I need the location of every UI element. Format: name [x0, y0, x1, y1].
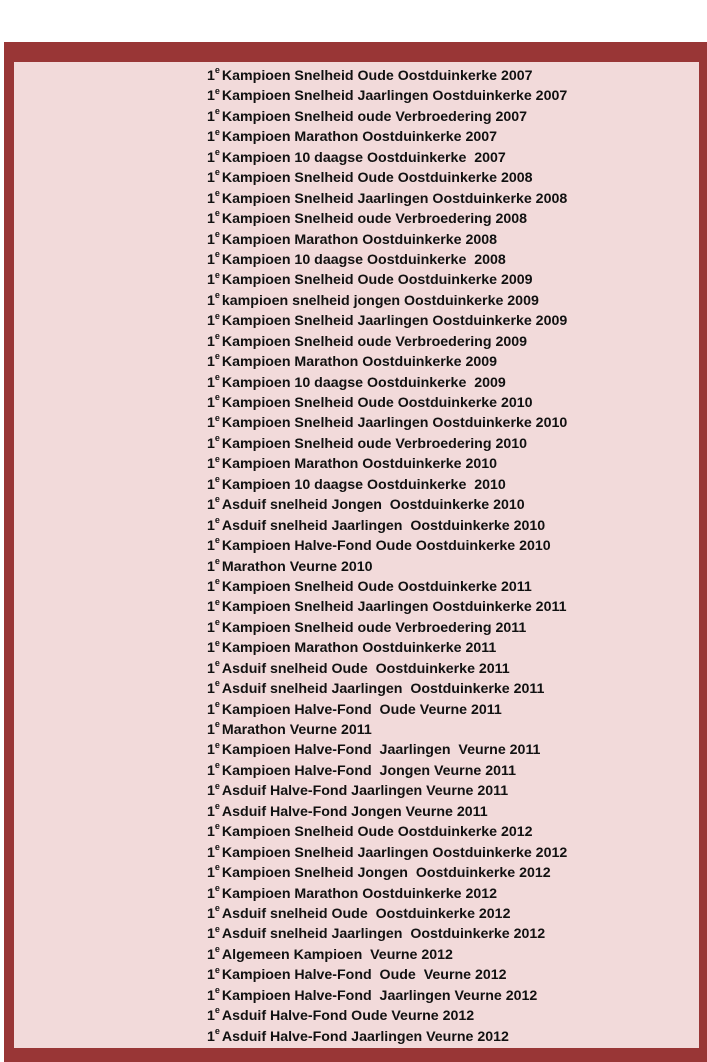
- achievement-label: Asduif snelheid Oude Oostduinkerke 2011: [221, 660, 510, 677]
- ordinal-number: 1: [207, 926, 215, 943]
- achievement-label: Kampioen Halve-Fond Jaarlingen Veurne 2011: [221, 742, 541, 759]
- achievement-label: Kampioen Snelheid Jaarlingen Oostduinkerke 2007: [221, 88, 568, 105]
- achievement-label: Kampioen Halve-Fond Oude Oostduinkerke 2010: [221, 538, 551, 555]
- ordinal-suffix: e: [214, 964, 220, 975]
- achievement-label: Asduif snelheid Oude Oostduinkerke 2012: [221, 905, 511, 922]
- ordinal-number: 1: [207, 885, 215, 902]
- achievement-label: Asduif snelheid Jaarlingen Oostduinkerke 2012: [221, 926, 546, 943]
- achievement-item: [207, 720, 567, 740]
- achievement-item: [207, 659, 567, 679]
- ordinal-suffix: e: [214, 535, 220, 546]
- achievement-item: [207, 863, 567, 883]
- ordinal-suffix: e: [214, 739, 220, 750]
- achievement-item: [207, 761, 567, 781]
- achievement-item: [207, 270, 567, 290]
- ordinal-number: 1: [207, 88, 215, 105]
- ordinal-suffix: e: [214, 65, 220, 76]
- ordinal-number: 1: [207, 578, 215, 595]
- ordinal-suffix: e: [214, 392, 220, 403]
- ordinal-number: 1: [207, 681, 215, 698]
- achievement-label: Kampioen Snelheid Oude Oostduinkerke 2012: [221, 824, 533, 841]
- ordinal-number: 1: [207, 967, 215, 984]
- achievement-label: Asduif snelheid Jaarlingen Oostduinkerke 2010: [221, 517, 546, 534]
- ordinal-suffix: e: [214, 433, 220, 444]
- achievement-label: Kampioen 10 daagse Oostduinkerke 2010: [221, 476, 506, 493]
- achievement-item: [207, 434, 567, 454]
- achievement-item: [207, 332, 567, 352]
- achievement-item: [207, 802, 567, 822]
- achievement-label: Kampioen Marathon Oostduinkerke 2007: [221, 129, 498, 146]
- achievement-item: [207, 536, 567, 556]
- ordinal-number: 1: [207, 68, 215, 84]
- achievement-item: [207, 618, 567, 638]
- achievement-item: [207, 822, 567, 842]
- ordinal-suffix: e: [214, 698, 220, 709]
- achievement-item: [207, 148, 567, 168]
- ordinal-suffix: e: [214, 944, 220, 955]
- ordinal-suffix: e: [214, 1005, 220, 1016]
- achievement-item: [207, 189, 567, 209]
- achievement-item: [207, 1006, 567, 1026]
- achievement-label: Kampioen Snelheid oude Verbroedering 2010: [221, 435, 528, 452]
- achievement-label: Kampioen 10 daagse Oostduinkerke 2009: [221, 374, 506, 391]
- ordinal-number: 1: [207, 844, 215, 861]
- achievement-item: [207, 904, 567, 924]
- ordinal-number: 1: [207, 987, 215, 1004]
- ordinal-suffix: e: [214, 637, 220, 648]
- ordinal-suffix: e: [214, 494, 220, 505]
- page-frame: [4, 42, 707, 1062]
- achievement-item: [207, 781, 567, 801]
- achievement-item: [207, 679, 567, 699]
- ordinal-suffix: e: [214, 249, 220, 260]
- ordinal-suffix: e: [214, 208, 220, 219]
- ordinal-suffix: e: [214, 514, 220, 525]
- achievement-item: [207, 597, 567, 617]
- ordinal-suffix: e: [214, 187, 220, 198]
- ordinal-number: 1: [207, 660, 215, 677]
- achievement-item: [207, 311, 567, 331]
- ordinal-suffix: e: [214, 882, 220, 893]
- achievement-item: [207, 413, 567, 433]
- achievement-item: [207, 291, 567, 311]
- achievement-item: [207, 740, 567, 760]
- ordinal-number: 1: [207, 497, 215, 514]
- ordinal-number: 1: [207, 333, 215, 350]
- ordinal-number: 1: [207, 231, 215, 248]
- achievement-label: Kampioen Snelheid Oude Oostduinkerke 2007: [221, 68, 533, 84]
- achievement-item: [207, 127, 567, 147]
- ordinal-suffix: e: [214, 351, 220, 362]
- ordinal-number: 1: [207, 374, 215, 391]
- ordinal-number: 1: [207, 742, 215, 759]
- achievement-label: Kampioen Snelheid Jongen Oostduinkerke 2012: [221, 865, 551, 882]
- ordinal-suffix: e: [214, 269, 220, 280]
- achievement-label: Kampioen 10 daagse Oostduinkerke 2008: [221, 251, 506, 268]
- achievement-label: Kampioen Snelheid oude Verbroedering 2008: [221, 211, 528, 228]
- ordinal-suffix: e: [214, 576, 220, 587]
- achievement-label: Kampioen Marathon Oostduinkerke 2011: [221, 640, 497, 657]
- achievement-item: [207, 516, 567, 536]
- ordinal-number: 1: [207, 517, 215, 534]
- ordinal-suffix: e: [214, 126, 220, 137]
- ordinal-suffix: e: [214, 903, 220, 914]
- achievement-label: Kampioen Snelheid Oude Oostduinkerke 2009: [221, 272, 533, 289]
- achievement-item: [207, 557, 567, 577]
- achievement-label: Kampioen 10 daagse Oostduinkerke 2007: [221, 149, 506, 166]
- ordinal-number: 1: [207, 108, 215, 125]
- ordinal-suffix: e: [214, 474, 220, 485]
- achievement-item: [207, 66, 567, 86]
- achievement-label: Kampioen Snelheid Oude Oostduinkerke 2010: [221, 395, 533, 411]
- ordinal-suffix: e: [214, 984, 220, 995]
- ordinal-number: 1: [207, 803, 215, 820]
- ordinal-suffix: e: [214, 453, 220, 464]
- ordinal-number: 1: [207, 415, 215, 432]
- achievement-item: [207, 352, 567, 372]
- achievement-label: Asduif Halve-Fond Oude Veurne 2012: [221, 1008, 475, 1025]
- achievement-item: [207, 168, 567, 188]
- ordinal-suffix: e: [214, 310, 220, 321]
- achievement-label: Marathon Veurne 2010: [221, 558, 373, 575]
- ordinal-suffix: e: [214, 330, 220, 341]
- achievement-item: [207, 86, 567, 106]
- achievement-label: Asduif Halve-Fond Jaarlingen Veurne 2012: [221, 1028, 509, 1045]
- achievement-label: Kampioen Halve-Fond Oude Veurne 2012: [221, 967, 507, 984]
- achievement-label: Kampioen Halve-Fond Oude Veurne 2011: [221, 701, 502, 718]
- achievement-label: Kampioen Snelheid Jaarlingen Oostduinkerke 2012: [221, 844, 568, 861]
- ordinal-number: 1: [207, 190, 215, 207]
- ordinal-number: 1: [207, 640, 215, 657]
- achievement-item: [207, 965, 567, 985]
- achievement-item: [207, 475, 567, 495]
- ordinal-number: 1: [207, 946, 215, 963]
- content-panel: [14, 62, 699, 1048]
- achievement-list: [207, 66, 567, 1047]
- ordinal-number: 1: [207, 170, 215, 187]
- ordinal-suffix: e: [214, 719, 220, 730]
- achievement-label: Kampioen Halve-Fond Jaarlingen Veurne 2012: [221, 987, 538, 1004]
- achievement-item: [207, 495, 567, 515]
- ordinal-number: 1: [207, 865, 215, 882]
- ordinal-suffix: e: [214, 760, 220, 771]
- achievement-label: Algemeen Kampioen Veurne 2012: [221, 946, 453, 963]
- achievement-label: Kampioen Marathon Oostduinkerke 2010: [221, 456, 498, 473]
- ordinal-suffix: e: [214, 555, 220, 566]
- achievement-item: [207, 924, 567, 944]
- ordinal-number: 1: [207, 599, 215, 616]
- achievement-label: Kampioen Snelheid Jaarlingen Oostduinkerke 2008: [221, 190, 568, 207]
- ordinal-suffix: e: [214, 106, 220, 117]
- ordinal-suffix: e: [214, 801, 220, 812]
- ordinal-number: 1: [207, 272, 215, 289]
- ordinal-suffix: e: [214, 147, 220, 158]
- achievement-label: Kampioen Marathon Oostduinkerke 2009: [221, 354, 498, 371]
- ordinal-suffix: e: [214, 371, 220, 382]
- ordinal-suffix: e: [214, 85, 220, 96]
- ordinal-number: 1: [207, 1028, 215, 1045]
- ordinal-number: 1: [207, 251, 215, 268]
- ordinal-number: 1: [207, 354, 215, 371]
- ordinal-number: 1: [207, 558, 215, 575]
- achievement-item: [207, 250, 567, 270]
- ordinal-suffix: e: [214, 1025, 220, 1036]
- achievement-item: [207, 700, 567, 720]
- ordinal-number: 1: [207, 762, 215, 779]
- achievement-item: [207, 1027, 567, 1047]
- achievement-label: Kampioen Marathon Oostduinkerke 2008: [221, 231, 498, 248]
- achievement-item: [207, 107, 567, 127]
- ordinal-number: 1: [207, 722, 215, 738]
- ordinal-number: 1: [207, 619, 215, 636]
- achievement-item: [207, 577, 567, 597]
- achievement-label: kampioen snelheid jongen Oostduinkerke 2009: [221, 292, 539, 309]
- ordinal-number: 1: [207, 435, 215, 452]
- ordinal-suffix: e: [214, 617, 220, 628]
- achievement-item: [207, 638, 567, 658]
- ordinal-number: 1: [207, 313, 215, 330]
- achievement-label: Kampioen Marathon Oostduinkerke 2012: [221, 885, 498, 902]
- ordinal-suffix: e: [214, 167, 220, 178]
- achievement-item: [207, 373, 567, 393]
- ordinal-number: 1: [207, 292, 215, 309]
- achievement-label: Marathon Veurne 2011: [221, 722, 372, 738]
- achievement-item: [207, 209, 567, 229]
- achievement-label: Asduif Halve-Fond Jaarlingen Veurne 2011: [221, 783, 509, 800]
- achievement-item: [207, 230, 567, 250]
- ordinal-number: 1: [207, 783, 215, 800]
- ordinal-suffix: e: [214, 821, 220, 832]
- achievement-item: [207, 393, 567, 413]
- ordinal-number: 1: [207, 129, 215, 146]
- achievement-label: Kampioen Halve-Fond Jongen Veurne 2011: [221, 762, 516, 779]
- ordinal-number: 1: [207, 395, 215, 411]
- achievement-label: Kampioen Snelheid oude Verbroedering 2011: [221, 619, 527, 636]
- ordinal-suffix: e: [214, 780, 220, 791]
- ordinal-number: 1: [207, 701, 215, 718]
- ordinal-number: 1: [207, 538, 215, 555]
- ordinal-number: 1: [207, 905, 215, 922]
- ordinal-suffix: e: [214, 596, 220, 607]
- achievement-label: Kampioen Snelheid oude Verbroedering 2007: [221, 108, 528, 125]
- ordinal-suffix: e: [214, 228, 220, 239]
- achievement-item: [207, 986, 567, 1006]
- achievement-item: [207, 454, 567, 474]
- achievement-label: Asduif snelheid Jongen Oostduinkerke 2010: [221, 497, 525, 514]
- ordinal-suffix: e: [214, 923, 220, 934]
- achievement-label: Kampioen Snelheid oude Verbroedering 2009: [221, 333, 528, 350]
- ordinal-suffix: e: [214, 657, 220, 668]
- ordinal-number: 1: [207, 824, 215, 841]
- ordinal-number: 1: [207, 211, 215, 228]
- achievement-item: [207, 945, 567, 965]
- achievement-label: Kampioen Snelheid Jaarlingen Oostduinkerke 2009: [221, 313, 568, 330]
- ordinal-number: 1: [207, 456, 215, 473]
- achievement-label: Kampioen Snelheid Jaarlingen Oostduinkerke 2010: [221, 415, 568, 432]
- achievement-label: Asduif snelheid Jaarlingen Oostduinkerke 2011: [221, 681, 545, 698]
- ordinal-suffix: e: [214, 412, 220, 423]
- ordinal-number: 1: [207, 149, 215, 166]
- ordinal-suffix: e: [214, 862, 220, 873]
- ordinal-number: 1: [207, 1008, 215, 1025]
- ordinal-number: 1: [207, 476, 215, 493]
- ordinal-suffix: e: [214, 841, 220, 852]
- achievement-label: Kampioen Snelheid Oude Oostduinkerke 2008: [221, 170, 533, 187]
- achievement-label: Kampioen Snelheid Oude Oostduinkerke 2011: [221, 578, 532, 595]
- ordinal-suffix: e: [214, 678, 220, 689]
- ordinal-suffix: e: [214, 290, 220, 301]
- achievement-item: [207, 843, 567, 863]
- achievement-item: [207, 884, 567, 904]
- achievement-label: Asduif Halve-Fond Jongen Veurne 2011: [221, 803, 488, 820]
- achievement-label: Kampioen Snelheid Jaarlingen Oostduinkerke 2011: [221, 599, 567, 616]
